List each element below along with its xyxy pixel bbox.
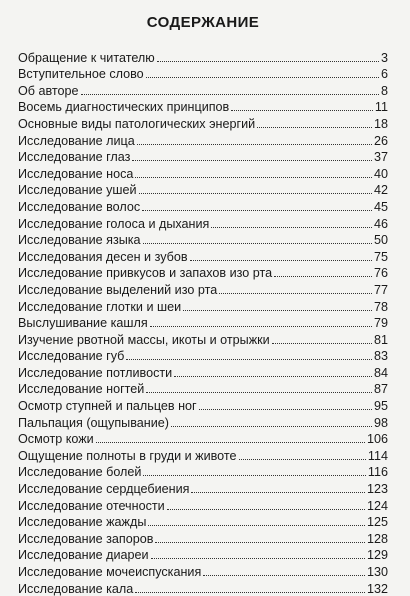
toc-entry-page-number: 83 <box>373 349 388 364</box>
toc-entry-page-number: 128 <box>366 531 388 546</box>
dot-leader <box>171 426 372 427</box>
toc-entry <box>18 214 388 231</box>
toc-entry-title: Исследование глотки и шеи <box>18 299 182 314</box>
toc-entry <box>18 396 388 413</box>
toc-entry <box>18 463 388 480</box>
dot-leader <box>155 542 365 543</box>
dot-leader <box>157 61 379 62</box>
toc-entry-title: Восемь диагностических принципов <box>18 100 230 115</box>
toc-entry-page-number: 40 <box>373 166 388 181</box>
toc-entry-page-number: 95 <box>373 399 388 414</box>
toc-entry-title: Обращение к читателю <box>18 50 155 65</box>
toc-entry-title: Исследование болей <box>18 465 142 480</box>
toc-entry-page-number: 11 <box>374 100 388 115</box>
toc-entry-title: Исследование сердцебиения <box>18 482 190 497</box>
dot-leader <box>274 276 372 277</box>
dot-leader <box>146 392 372 393</box>
toc-entry-page-number: 125 <box>366 515 388 530</box>
toc-entry-page-number: 45 <box>373 199 388 214</box>
toc-entry-title: Исследование жажды <box>18 515 147 530</box>
toc-entry-title: Об авторе <box>18 83 79 98</box>
toc-entry-title: Исследование запоров <box>18 531 154 546</box>
dot-leader <box>135 177 372 178</box>
toc-entry-page-number: 98 <box>373 415 388 430</box>
toc-entry <box>18 264 388 281</box>
toc-entry-title: Исследование потливости <box>18 365 173 380</box>
toc-entry-page-number: 81 <box>373 332 388 347</box>
toc-entry-title: Вступительное слово <box>18 67 144 82</box>
dot-leader <box>231 110 373 111</box>
toc-entry <box>18 562 388 579</box>
toc-entry-title: Исследование выделений изо рта <box>18 282 218 297</box>
toc-entry <box>18 413 388 430</box>
toc-entry-page-number: 106 <box>366 432 388 447</box>
dot-leader <box>137 144 372 145</box>
toc-entry-title: Исследование диареи <box>18 548 149 563</box>
toc-entry-title: Осмотр кожи <box>18 432 94 447</box>
toc-entry <box>18 164 388 181</box>
dot-leader <box>203 575 365 576</box>
toc-entry-title: Исследование ногтей <box>18 382 145 397</box>
dot-leader <box>183 310 372 311</box>
toc-entry <box>18 446 388 463</box>
toc-entry-page-number: 18 <box>373 116 388 131</box>
dot-leader <box>272 343 372 344</box>
dot-leader <box>239 459 366 460</box>
dot-leader <box>142 210 372 211</box>
toc-entry-page-number: 87 <box>373 382 388 397</box>
dot-leader <box>135 592 365 593</box>
toc-entry <box>18 579 388 596</box>
toc-entry-page-number: 129 <box>366 548 388 563</box>
toc-entry <box>18 98 388 115</box>
dot-leader <box>146 77 379 78</box>
dot-leader <box>81 94 379 95</box>
toc-entry <box>18 81 388 98</box>
toc-entry-title: Исследование привкусов и запахов изо рта <box>18 266 273 281</box>
toc-entry-page-number: 132 <box>366 581 388 596</box>
toc-entry-title: Пальпация (ощупывание) <box>18 415 169 430</box>
dot-leader <box>174 376 372 377</box>
dot-leader <box>132 160 372 161</box>
dot-leader <box>151 558 365 559</box>
toc-entry-page-number: 46 <box>373 216 388 231</box>
dot-leader <box>199 409 372 410</box>
toc-entry-page-number: 26 <box>373 133 388 148</box>
toc-entry <box>18 131 388 148</box>
dot-leader <box>219 293 372 294</box>
toc-entry-title: Исследование голоса и дыхания <box>18 216 210 231</box>
toc-entry-page-number: 8 <box>380 83 388 98</box>
toc-entry <box>18 231 388 248</box>
dot-leader <box>96 442 365 443</box>
toc-entry <box>18 65 388 82</box>
toc-entry-page-number: 42 <box>373 183 388 198</box>
dot-leader <box>167 509 365 510</box>
dot-leader <box>126 359 372 360</box>
toc-entry <box>18 297 388 314</box>
toc-entry <box>18 380 388 397</box>
toc-entry <box>18 247 388 264</box>
dot-leader <box>190 260 372 261</box>
page-title: СОДЕРЖАНИЕ <box>146 14 260 31</box>
dot-leader <box>143 243 372 244</box>
toc-entry-title: Исследования десен и зубов <box>18 249 188 264</box>
toc-entry-title: Изучение рвотной массы, икоты и отрыжки <box>18 332 270 347</box>
toc-entry <box>18 280 388 297</box>
toc-entry-page-number: 123 <box>366 482 388 497</box>
toc-entry <box>18 330 388 347</box>
toc-entry-page-number: 116 <box>367 465 388 480</box>
toc-entry <box>18 546 388 563</box>
toc-entry-page-number: 37 <box>373 150 388 165</box>
dot-leader <box>150 326 372 327</box>
toc-entry <box>18 513 388 530</box>
toc-entry-title: Исследование мочеиспускания <box>18 565 202 579</box>
toc-entry-page-number: 77 <box>373 282 388 297</box>
toc-entry <box>18 347 388 364</box>
toc-entry-title: Осмотр ступней и пальцев ног <box>18 399 197 414</box>
toc-entry-title: Ощущение полноты в груди и животе <box>18 448 237 463</box>
dot-leader <box>148 525 365 526</box>
toc-entry-title: Исследование глаз <box>18 150 131 165</box>
toc-entry-title: Исследование волос <box>18 199 141 214</box>
dot-leader <box>257 127 372 128</box>
toc-entry-title: Исследование языка <box>18 233 141 248</box>
toc-entry-title: Исследование отечности <box>18 498 165 513</box>
dot-leader <box>143 475 365 476</box>
toc-entry-page-number: 3 <box>380 50 388 65</box>
toc-entry-page-number: 75 <box>373 249 388 264</box>
toc-entry-title: Выслушивание кашля <box>18 316 148 331</box>
toc-entry <box>18 114 388 131</box>
toc-entry-page-number: 6 <box>380 67 388 82</box>
toc-entry-page-number: 130 <box>366 565 388 579</box>
toc-entry-title: Основные виды патологических энергий <box>18 116 256 131</box>
toc-entry <box>18 496 388 513</box>
toc-entry <box>18 430 388 447</box>
toc-entry <box>18 529 388 546</box>
toc-entry <box>18 479 388 496</box>
dot-leader <box>211 227 372 228</box>
toc-entry-page-number: 84 <box>373 365 388 380</box>
toc-entry-page-number: 78 <box>373 299 388 314</box>
dot-leader <box>139 193 372 194</box>
toc-entry-title: Исследование губ <box>18 349 125 364</box>
dot-leader <box>191 492 365 493</box>
toc-entry-title: Исследование лица <box>18 133 135 148</box>
table-of-contents <box>18 48 388 596</box>
toc-entry-title: Исследование кала <box>18 581 134 596</box>
toc-entry <box>18 181 388 198</box>
toc-entry-page-number: 114 <box>367 448 388 463</box>
toc-entry-page-number: 76 <box>373 266 388 281</box>
toc-entry-page-number: 50 <box>373 233 388 248</box>
toc-entry <box>18 363 388 380</box>
toc-entry-title: Исследование ушей <box>18 183 137 198</box>
toc-entry-page-number: 124 <box>366 498 388 513</box>
toc-entry-title: Исследование носа <box>18 166 134 181</box>
toc-entry-page-number: 79 <box>373 316 388 331</box>
toc-entry <box>18 48 388 65</box>
toc-entry <box>18 314 388 331</box>
toc-entry <box>18 197 388 214</box>
toc-entry <box>18 148 388 165</box>
